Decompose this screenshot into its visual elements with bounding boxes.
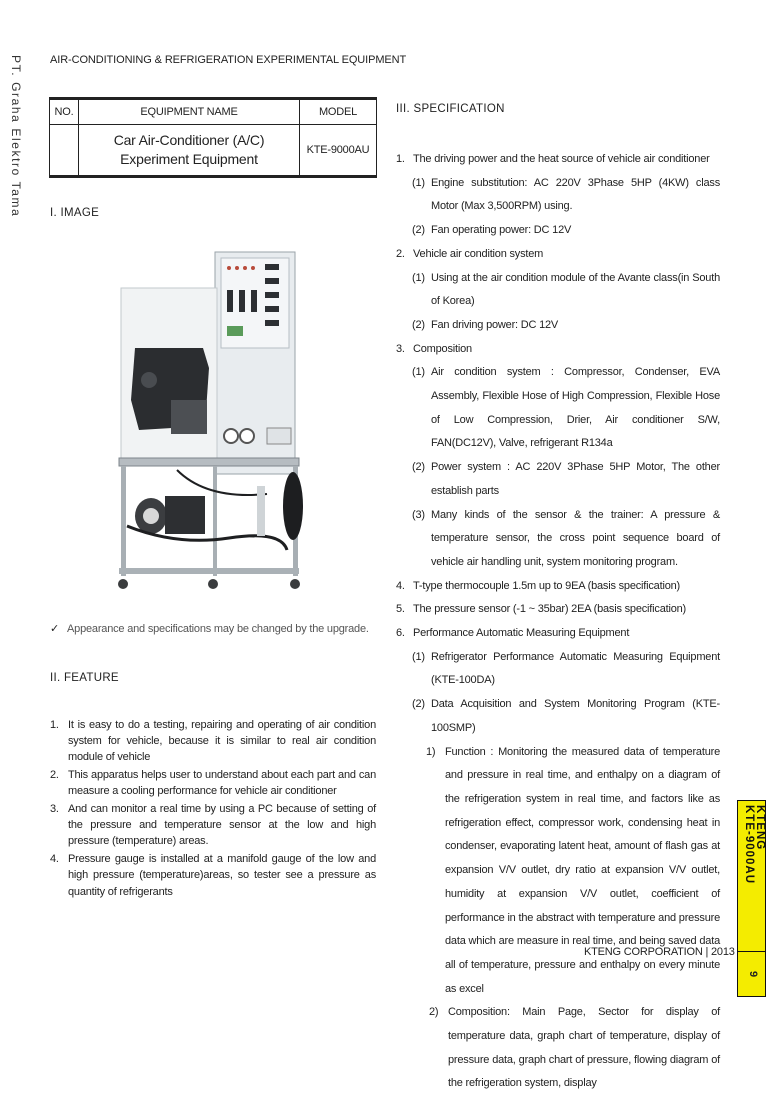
spec-item: (2) Fan driving power: DC 12V (412, 318, 559, 331)
list-text: And can monitor a real time by using a PC because of setting of the pressure and temperature sensor at the low and high pressure (temperature) areas. (68, 803, 376, 848)
spec-item: 5. The pressure sensor (-1 ~ 35bar) 2EA (basis specification) (396, 603, 687, 616)
table-row (50, 125, 377, 177)
spec-item: (1) Air condition system : Compressor, Condenser, EVA Assembly, Flexible Hose of High Compression, Flexible Hose of Low Compression, Drier, Air conditioner S/W, FAN(DC12V), Valve, refrigerant R134a (412, 366, 720, 450)
image-note-text: Appearance and specifications may be changed by the upgrade. (67, 623, 369, 635)
spec-item: 2. Vehicle air condition system (396, 247, 544, 260)
side-contact-info (4, 55, 40, 985)
spec-item: (2) Data Acquisition and System Monitoring Program (KTE-100SMP) (412, 698, 720, 734)
equipment-table (49, 97, 377, 178)
spec-item: 6. Performance Automatic Measuring Equipment (396, 627, 630, 640)
document-header: AIR-CONDITIONING & REFRIGERATION EXPERIMENTAL EQUIPMENT (50, 54, 407, 66)
list-number: 2. (50, 769, 59, 782)
spec-item: (1) Engine substitution: AC 220V 3Phase 5HP (4KW) class Motor (Max 3,500RPM) using. (412, 176, 720, 213)
spec-item: (3) Many kinds of the sensor & the trainer: A pressure & temperature sensor, the cross point sequence board of vehicle air handling unit, system monitoring program. (412, 508, 720, 568)
section-spec-heading: III. SPECIFICATION (396, 103, 505, 115)
cell-no (50, 125, 79, 177)
image-note (50, 622, 369, 635)
tab-brand-label: KTENG KTE-9000AU (743, 805, 766, 885)
list-text: It is easy to do a testing, repairing and operating of air condition system for vehicle, because it is similar to real air condition module of vehicle (68, 719, 376, 764)
spec-item: 1. The driving power and the heat source of vehicle air conditioner (396, 153, 710, 165)
list-item (50, 801, 376, 850)
cell-model: KTE-9000AU (300, 125, 377, 177)
equipment-photo (117, 250, 309, 592)
spec-item: (1) Refrigerator Performance Automatic Measuring Equipment (KTE-100DA) (412, 650, 720, 687)
col-header-model: MODEL (300, 99, 377, 125)
section-image-heading: I. IMAGE (50, 207, 100, 219)
spec-item: 4. T-type thermocouple 1.5m up to 9EA (basis specification) (396, 579, 680, 592)
page-footer: KTENG CORPORATION | 2013 (584, 946, 735, 958)
feature-list (50, 717, 376, 901)
list-item (50, 717, 376, 766)
list-item (50, 767, 376, 799)
spec-item: (2) Fan operating power: DC 12V (412, 224, 572, 237)
page-tab (737, 800, 766, 997)
company-name: PT. Graha Elektro Tama (9, 55, 23, 218)
page-number: 9 (747, 971, 759, 978)
spec-item: 3. Composition (396, 342, 472, 355)
list-item (50, 851, 376, 900)
spec-item: (2) Power system : AC 220V 3Phase 5HP Motor, The other establish parts (412, 461, 720, 497)
checkmark-icon: ✓ (50, 623, 60, 635)
tab-divider (738, 951, 765, 952)
spec-item: 2) Composition: Main Page, Sector for display of temperature data, graph chart of temperature, display of pressure data, graph chart of pressure, flowing diagram of the refrigeration system, display (429, 1006, 720, 1090)
list-number: 3. (50, 803, 59, 816)
list-text: Pressure gauge is installed at a manifold gauge of the low and high pressure (temperature)areas, so tester see a pressure as quantity of refrigerants (68, 853, 376, 898)
col-header-name: EQUIPMENT NAME (79, 99, 300, 125)
list-number: 4. (50, 853, 59, 866)
list-number: 1. (50, 719, 59, 731)
list-text: This apparatus helps user to understand about each part and can measure a cooling performance for vehicle air conditioner (68, 769, 376, 798)
col-header-no: NO. (50, 99, 79, 125)
section-feature-heading: II. FEATURE (50, 672, 119, 684)
spec-item: 1) Function : Monitoring the measured data of temperature and pressure in real time, and enthalpy on a diagram of the refrigeration system in real time, and factors like as refrigeration effect, compressor work, condensing heat in condenser, evaporating latent heat, amount of flash gas at expansion V/V outlet, dry ratio at expansion V/V outlet, humidity at expansion V/V outlet, coefficient of performance in the abstract with temperature and pressure data which are measure in real time, and being saved data all of temperature, pressure and enthalpy on every minute as excel (426, 745, 720, 995)
cell-equipment-name: Car Air-Conditioner (A/C) Experiment Equipment (79, 125, 300, 177)
spec-item: (1) Using at the air condition module of the Avante class(in South of Korea) (412, 271, 720, 308)
